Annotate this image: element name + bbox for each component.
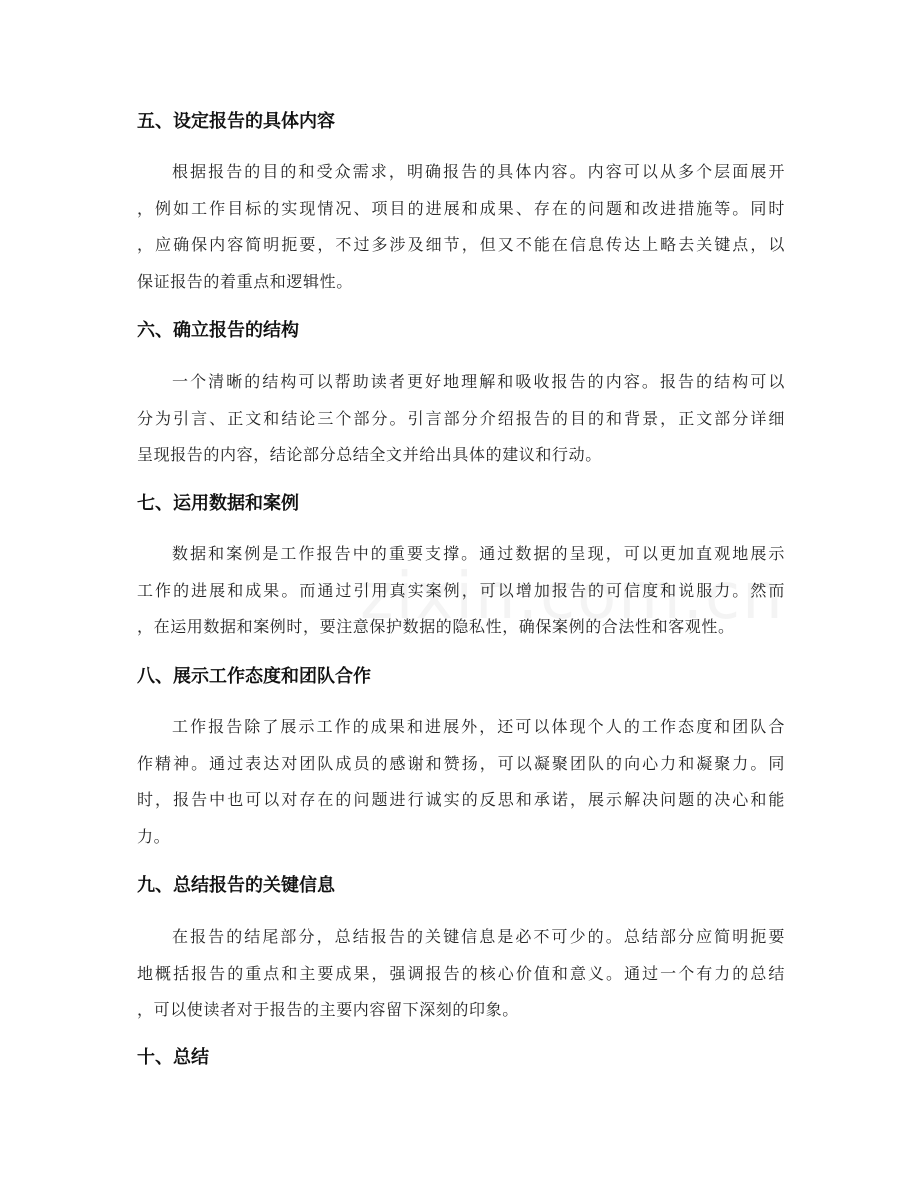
- section-paragraph-7: [137, 542, 785, 652]
- paragraph-line: 在报告的结尾部分，总结报告的关键信息是必不可少的。总结部分应简明扼要: [172, 927, 785, 946]
- paragraph-line: 分为引言、正文和结论三个部分。引言部分介绍报告的目的和背景，正文部分详细: [137, 408, 785, 428]
- paragraph-line: 工作报告除了展示工作的成果和进展外，还可以体现个人的工作态度和团队合: [172, 717, 785, 736]
- section-heading-7: 七、运用数据和案例: [137, 493, 299, 514]
- paragraph-line: 地概括报告的重点和主要成果，强调报告的核心价值和意义。通过一个有力的总结: [137, 963, 785, 983]
- paragraph-line: 呈现报告的内容，结论部分总结全文并给出具体的建议和行动。: [137, 445, 602, 465]
- paragraph-line: 一个清晰的结构可以帮助读者更好地理解和吸收报告的内容。报告的结构可以: [172, 372, 785, 391]
- section-paragraph-5: [137, 160, 785, 306]
- section-heading-5: 五、设定报告的具体内容: [137, 111, 335, 132]
- paragraph-line: 数据和案例是工作报告中的重要支撑。通过数据的呈现，可以更加直观地展示: [172, 544, 785, 563]
- section-heading-9: 九、总结报告的关键信息: [137, 875, 335, 896]
- paragraph-line: ，应确保内容简明扼要，不过多涉及细节，但又不能在信息传达上略去关键点，以: [137, 235, 785, 255]
- section-paragraph-9: [137, 925, 785, 1035]
- section-heading-6: 六、确立报告的结构: [137, 320, 299, 341]
- section-heading-10: 十、总结: [137, 1047, 209, 1068]
- paragraph-line: 力。: [137, 826, 171, 846]
- paragraph-line: ，例如工作目标的实现情况、项目的进展和成果、存在的问题和改进措施等。同时: [137, 198, 785, 218]
- paragraph-line: 工作的进展和成果。而通过引用真实案例，可以增加报告的可信度和说服力。然而: [137, 580, 785, 600]
- paragraph-line: ，在运用数据和案例时，要注意保护数据的隐私性，确保案例的合法性和客观性。: [137, 617, 735, 637]
- paragraph-line: 根据报告的目的和受众需求，明确报告的具体内容。内容可以从多个层面展开: [172, 162, 785, 181]
- paragraph-line: 保证报告的着重点和逻辑性。: [137, 271, 353, 291]
- section-heading-8: 八、展示工作态度和团队合作: [137, 666, 371, 687]
- paragraph-line: 作精神。通过表达对团队成员的感谢和赞扬，可以凝聚团队的向心力和凝聚力。同: [137, 753, 785, 773]
- section-paragraph-8: [137, 715, 785, 861]
- paragraph-line: ，可以使读者对于报告的主要内容留下深刻的印象。: [137, 1000, 519, 1020]
- paragraph-line: 时，报告中也可以对存在的问题进行诚实的反思和承诺，展示解决问题的决心和能: [137, 790, 785, 810]
- section-paragraph-6: [137, 370, 785, 480]
